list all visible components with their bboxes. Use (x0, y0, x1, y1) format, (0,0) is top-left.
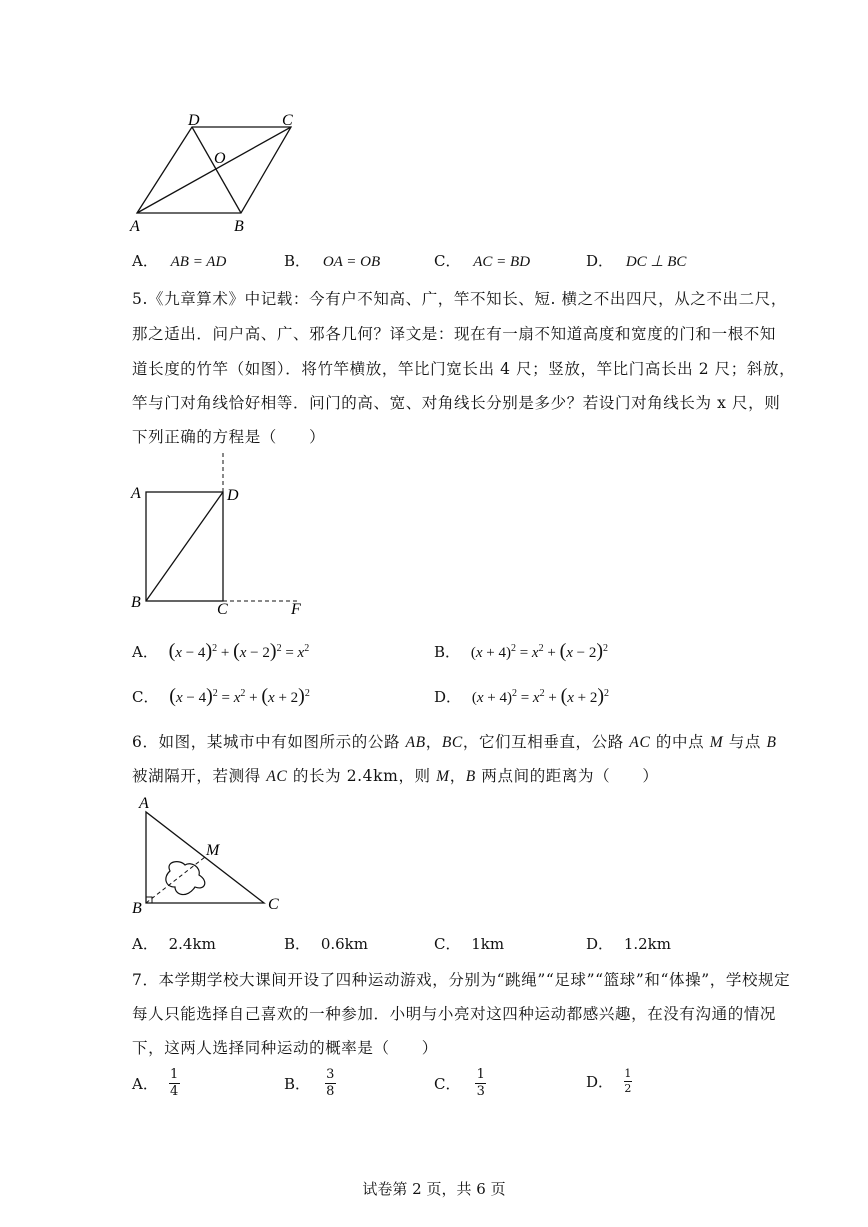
q6-lake-shape (166, 862, 205, 895)
q6-l1-m: M (709, 734, 724, 751)
q5-option-d[interactable] (434, 685, 609, 708)
q7-option-c-fraction (475, 1068, 486, 1099)
q6-label-b: B (132, 900, 142, 917)
q4-label-c: C (282, 112, 293, 129)
q6-triangle-figure (125, 795, 295, 920)
q4-option-c[interactable] (434, 250, 530, 271)
q5-option-b-equation: $(x + 4)^2 = x^2 + (x - 2)^2$ (470, 640, 609, 662)
q6-option-b[interactable] (284, 933, 368, 954)
q4-option-a-letter: A． (132, 252, 158, 270)
q6-option-a[interactable] (132, 933, 216, 954)
q5-option-b[interactable] (434, 640, 608, 663)
q5-option-d-letter: D． (434, 688, 462, 706)
q6-l1-p6: 的中点 (650, 733, 710, 751)
q5-line-2: 那之适出．问户高、广、邪各几何？译文是：现在有一扇不知道高度和宽度的门和一根不知 (132, 325, 777, 343)
q6-line-1 (132, 730, 777, 752)
q4-option-a-text: AB = AD (170, 254, 227, 270)
q6-option-c-text: 1km (471, 935, 505, 953)
q5-label-f: F (291, 601, 301, 618)
q5-line-1: 5.《九章算术》中记载：今有户不知高、广，竿不知长、短. 横之不出四尺，从之不出二尺， (132, 290, 787, 308)
q6-option-b-letter: B． (284, 935, 311, 953)
q7-b-denominator: 8 (326, 1084, 335, 1099)
q6-l1-b: B (766, 734, 777, 751)
q7-option-d[interactable] (586, 1068, 632, 1095)
q5-line-3: 道长度的竹竿（如图）．将竹竿横放，竿比门宽长出 4 尺；竖放，竿比门高长出 2 尺；斜放， (132, 360, 796, 378)
q6-l1-p0: 6．如图，某城市中有如图所示的公路 (132, 733, 406, 751)
q7-option-b-letter: B． (284, 1075, 311, 1093)
q6-option-d-text: 1.2km (623, 935, 671, 953)
q5-option-d-equation: $(x + 4)^2 = x^2 + (x + 2)^2$ (471, 685, 610, 707)
q7-option-a-letter: A． (132, 1075, 158, 1093)
q6-label-a: A (139, 795, 149, 812)
q4-option-b-letter: B． (284, 252, 311, 270)
q6-l1-p4: ，它们互相垂直，公路 (462, 733, 630, 751)
q7-option-d-letter: D． (586, 1073, 614, 1091)
q7-option-a-fraction (169, 1068, 180, 1099)
q6-l2-p0: 被湖隔开，若测得 (132, 767, 267, 785)
q4-option-d-letter: D． (586, 252, 614, 270)
q5-line-5: 下列正确的方程是（ ） (132, 428, 326, 446)
q4-option-d[interactable] (586, 250, 686, 271)
q6-option-d[interactable] (586, 933, 671, 954)
q7-option-b[interactable] (284, 1068, 336, 1099)
q6-l1-p8: 与点 (723, 733, 767, 751)
q5-option-a-letter: A． (132, 643, 158, 661)
q5-option-a-equation: $(x - 4)^2 + (x - 2)^2 = x^2$ (168, 640, 310, 662)
q5-option-b-letter: B． (434, 643, 461, 661)
q4-option-c-letter: C． (434, 252, 461, 270)
q6-option-a-letter: A． (132, 935, 158, 953)
q7-option-a[interactable] (132, 1068, 180, 1099)
q7-c-denominator: 3 (476, 1084, 485, 1099)
q5-option-c[interactable] (132, 685, 310, 708)
q5-label-b: B (131, 594, 141, 611)
q7-a-denominator: 4 (169, 1084, 179, 1099)
q6-label-c: C (268, 896, 279, 913)
page-footer: 试卷第 2 页，共 6 页 (362, 1180, 506, 1198)
q6-option-b-text: 0.6km (320, 935, 368, 953)
q5-option-c-equation: $(x - 4)^2 = x^2 + (x + 2)^2$ (169, 685, 310, 707)
q4-option-b[interactable] (284, 250, 380, 271)
q4-option-b-text: OA = OB (322, 254, 381, 270)
q6-l2-ac: AC (266, 768, 288, 785)
q6-l1-p2: ， (425, 733, 442, 751)
q7-c-numerator: 1 (476, 1067, 485, 1082)
q4-label-a: A (130, 218, 140, 235)
q5-line-4: 竿与门对角线恰好相等．问门的高、宽、对角线长分别是多少？若设门对角线长为 x 尺，则 (132, 394, 781, 412)
q4-label-b: B (234, 218, 244, 235)
q6-l2-b: B (465, 768, 476, 785)
q7-line-3: 下，这两人选择同种运动的概率是（ ） (132, 1039, 438, 1057)
q7-d-numerator: 1 (624, 1067, 632, 1080)
q4-option-c-text: AC = BD (473, 254, 531, 270)
q5-label-d: D (227, 487, 239, 504)
q6-l2-p6: 两点间的距离为（ ） (475, 767, 659, 785)
q6-l2-p2: 的长为 2.4km，则 (287, 767, 437, 785)
q5-label-a: A (131, 485, 141, 502)
q7-d-denominator: 2 (624, 1082, 632, 1095)
q6-l1-ac: AC (629, 734, 651, 751)
q7-line-2: 每人只能选择自己喜欢的一种参加．小明与小亮对这四种运动都感兴趣，在没有沟通的情况 (132, 1005, 777, 1023)
q7-option-d-fraction (624, 1068, 632, 1095)
q6-label-m: M (206, 842, 220, 859)
q7-a-numerator: 1 (169, 1067, 179, 1082)
q6-l1-ab: AB (405, 734, 426, 751)
q4-label-o: O (214, 150, 226, 167)
q5-door-figure (125, 450, 325, 620)
q6-option-c-letter: C． (434, 935, 461, 953)
q6-line-2 (132, 764, 659, 786)
q6-l2-m: M (436, 768, 450, 785)
q7-b-numerator: 3 (326, 1067, 335, 1082)
q5-option-a[interactable] (132, 640, 309, 663)
q5-label-c: C (217, 601, 228, 618)
q7-line-1: 7．本学期学校大课间开设了四种运动游戏，分别为“跳绳”“足球”“篮球”和“体操”，学校规定 (132, 971, 791, 989)
q7-option-b-fraction (325, 1068, 336, 1099)
q4-parallelogram-figure (120, 105, 320, 240)
q4-label-d: D (188, 112, 200, 129)
q6-option-d-letter: D． (586, 935, 614, 953)
q6-l2-p4: ， (449, 767, 466, 785)
q5-option-c-letter: C． (132, 688, 159, 706)
q4-option-d-text: DC ⊥ BC (625, 254, 687, 270)
q4-option-a[interactable] (132, 250, 226, 271)
q7-option-c[interactable] (434, 1068, 486, 1099)
q6-option-a-text: 2.4km (168, 935, 216, 953)
q6-option-c[interactable] (434, 933, 504, 954)
q6-l1-bc: BC (441, 734, 463, 751)
q7-option-c-letter: C． (434, 1075, 461, 1093)
